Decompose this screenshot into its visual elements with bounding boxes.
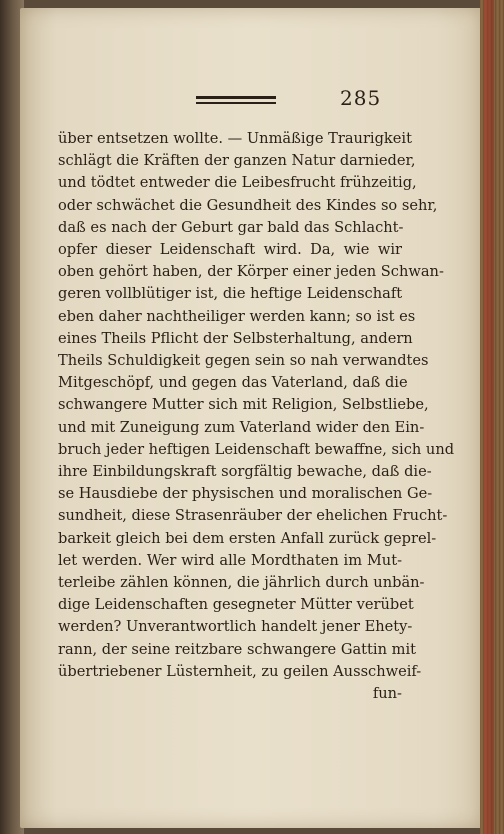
text-line: oder schwächet die Gesundheit des Kindes so sehr, <box>58 196 438 214</box>
text-line: übertriebener Lüsternheit, zu geilen Ausschweif- <box>58 662 422 680</box>
text-line: terleibe zählen können, die jährlich durch unbän- <box>58 574 425 592</box>
text-line: let werden. Wer wird alle Mordthaten im Mut- <box>58 551 402 569</box>
text-line: schwangere Mutter sich mit Religion, Selbstliebe, <box>58 396 429 414</box>
text-line: Mitgeschöpf, und gegen das Vaterland, daß die <box>58 374 408 392</box>
text-line: über entsetzen wollte. — Unmäßige Traurigkeit <box>58 130 412 147</box>
text-line: und tödtet entweder die Leibesfrucht frühzeitig, <box>58 174 417 192</box>
text-line: oben gehört haben, der Körper einer jeden Schwan- <box>58 263 444 281</box>
header-ornament-rule <box>196 96 276 104</box>
body-text <box>58 128 455 705</box>
text-line: bruch jeder heftigen Leidenschaft bewaffne, sich und <box>58 440 455 458</box>
text-line: barkeit gleich bei dem ersten Anfall zurück geprel- <box>58 529 437 547</box>
text-line: opfer dieser Leidenschaft wird. Da, wie wir <box>58 241 402 259</box>
page-edge <box>480 0 504 834</box>
text-line: Theils Schuldigkeit gegen sein so nah verwandtes <box>58 352 429 370</box>
page-number: 285 <box>340 86 382 110</box>
text-line: se Hausdiebe der physischen und moralischen Ge- <box>58 485 433 503</box>
catchword: fun- <box>372 685 402 703</box>
text-line: schlägt die Kräften der ganzen Natur darnieder, <box>58 152 416 170</box>
text-line: geren vollblütiger ist, die heftige Leidenschaft <box>58 285 403 303</box>
text-line: daß es nach der Geburt gar bald das Schlacht- <box>58 218 404 236</box>
text-line: eines Theils Pflicht der Selbsterhaltung, andern <box>58 329 413 347</box>
text-line: ihre Einbildungskraft sorgfältig bewache, daß die- <box>58 463 432 481</box>
text-line: eben daher nachtheiliger werden kann; so ist es <box>58 307 416 325</box>
text-line: werden? Unverantwortlich handelt jener Ehety- <box>58 618 413 636</box>
text-line: sundheit, diese Strasenräuber der ehelichen Frucht- <box>58 507 448 525</box>
text-line: rann, der seine reitzbare schwangere Gattin mit <box>58 640 416 658</box>
text-line: dige Leidenschaften gesegneter Mütter verübet <box>58 596 414 614</box>
text-line: und mit Zuneigung zum Vaterland wider den Ein- <box>58 418 425 436</box>
